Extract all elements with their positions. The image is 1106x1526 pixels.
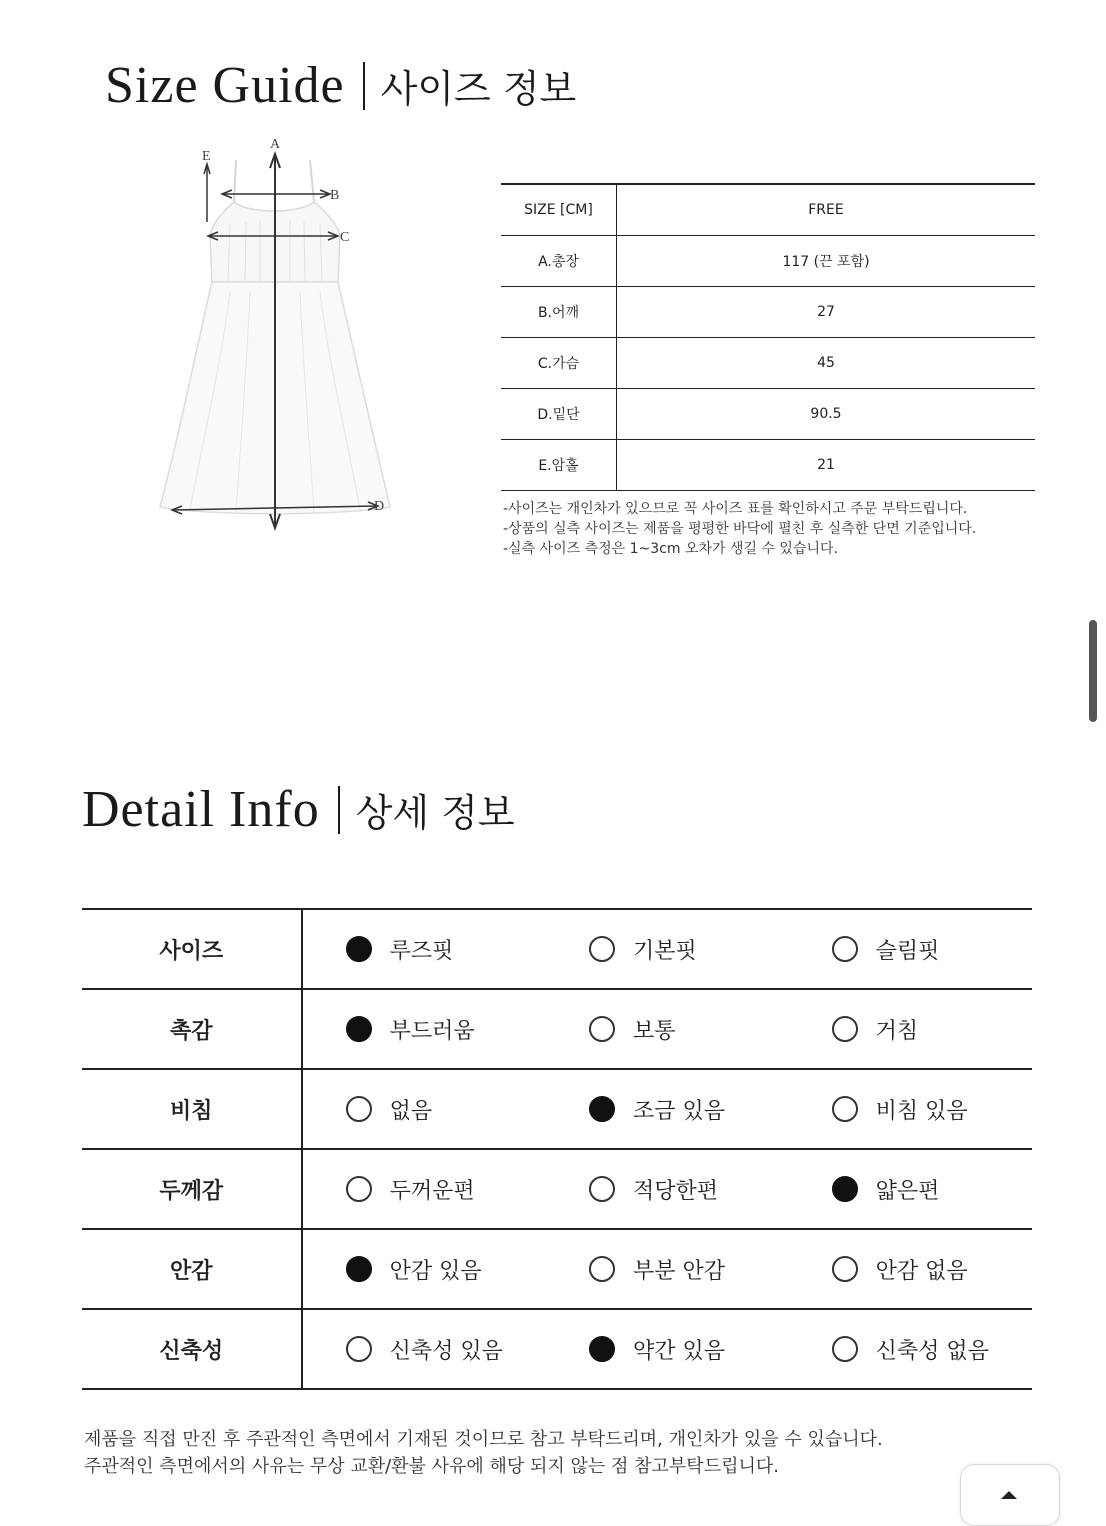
detail-option [789,1174,1032,1205]
measure-line-e [204,164,210,222]
size-notes [503,499,976,559]
detail-note: 제품을 직접 만진 후 주관적인 측면에서 기재된 것이므로 참고 부탁드리며, 개인차가 있을 수 있습니다. [84,1429,883,1450]
detail-option [546,1094,789,1125]
detail-option [546,1254,789,1285]
size-note: -상품의 실측 사이즈는 제품을 평평한 바닥에 펼친 후 실측한 단면 기준입니다. [503,521,977,537]
size-guide-heading [105,56,576,115]
size-row-label: A.총장 [501,235,617,286]
radio-dot-icon [346,1256,372,1282]
size-row-label: C.가슴 [501,337,617,388]
size-table-header-row [501,184,1035,235]
detail-option-label: 두꺼운편 [389,1178,475,1204]
detail-row [82,909,1032,989]
radio-dot-icon [589,1176,615,1202]
detail-option-label: 보통 [632,1018,676,1044]
detail-option [789,1334,1032,1365]
radio-dot-icon [346,1016,372,1042]
size-table-row [501,388,1035,439]
detail-table-body [82,909,1032,1389]
detail-option-label: 적당한편 [632,1178,718,1204]
detail-category: 비침 [82,1069,302,1149]
detail-option [303,1254,546,1285]
measure-label-a: A [270,137,281,152]
detail-option-label: 신축성 없음 [875,1338,989,1364]
size-header-label: SIZE [CM] [501,184,617,235]
radio-dot-icon [832,1096,858,1122]
detail-category: 촉감 [82,989,302,1069]
detail-row [82,989,1032,1069]
size-row-value: 90.5 [617,388,1036,439]
size-table-row [501,235,1035,286]
detail-option-label: 얇은편 [875,1178,940,1204]
detail-notes [84,1426,883,1480]
detail-option [789,1094,1032,1125]
size-row-value: 117 (끈 포함) [617,235,1036,286]
radio-dot-icon [832,1256,858,1282]
detail-option [789,1254,1032,1285]
size-table-row [501,286,1035,337]
measure-label-b: B [330,188,340,203]
detail-option [303,934,546,965]
dress-measurement-diagram [150,132,400,537]
radio-dot-icon [832,936,858,962]
heading-divider [338,786,340,834]
size-table [501,183,1035,491]
size-header-value: FREE [617,184,1036,235]
detail-row [82,1069,1032,1149]
size-row-value: 21 [617,439,1036,490]
detail-option [546,1174,789,1205]
radio-dot-icon [589,1016,615,1042]
scroll-to-top-button[interactable] [960,1464,1060,1526]
detail-info-heading [82,780,515,839]
detail-option-label: 기본핏 [632,938,697,964]
dress-strap-right [310,160,314,202]
detail-info-title-ko: 상세 정보 [355,791,515,835]
detail-option [546,1334,789,1365]
size-row-label: E.암홀 [501,439,617,490]
detail-option-label: 안감 없음 [875,1258,968,1284]
detail-option-label: 없음 [389,1098,433,1124]
radio-dot-icon [589,936,615,962]
detail-row [82,1149,1032,1229]
detail-row [82,1229,1032,1309]
detail-option [789,934,1032,965]
radio-dot-icon [589,1336,615,1362]
detail-option-label: 루즈핏 [389,938,454,964]
measure-label-c: C [340,230,350,245]
radio-dot-icon [589,1096,615,1122]
detail-option-label: 약간 있음 [632,1338,725,1364]
detail-category: 사이즈 [82,909,302,989]
radio-dot-icon [832,1016,858,1042]
detail-category: 안감 [82,1229,302,1309]
detail-option-label: 부분 안감 [632,1258,725,1284]
size-guide-title-en: Size Guide [105,57,345,114]
measure-label-d: D [374,499,385,514]
radio-dot-icon [589,1256,615,1282]
detail-row [82,1309,1032,1389]
detail-option-label: 부드러움 [389,1018,475,1044]
radio-dot-icon [346,936,372,962]
size-table-row [501,337,1035,388]
detail-option-label: 슬림핏 [875,938,940,964]
radio-dot-icon [832,1336,858,1362]
detail-option [303,1174,546,1205]
size-row-value: 45 [617,337,1036,388]
size-guide-title-ko: 사이즈 정보 [380,67,577,111]
detail-option [303,1334,546,1365]
detail-option [546,934,789,965]
size-table-row [501,439,1035,490]
detail-option-label: 조금 있음 [632,1098,725,1124]
detail-option-label: 비침 있음 [875,1098,968,1124]
detail-note: 주관적인 측면에서의 사유는 무상 교환/환불 사유에 해당 되지 않는 점 참고부탁드립니다. [84,1456,779,1477]
scrollbar-thumb[interactable] [1089,620,1097,722]
radio-dot-icon [832,1176,858,1202]
detail-option-label: 거침 [875,1018,919,1044]
detail-option [303,1094,546,1125]
size-row-label: B.어깨 [501,286,617,337]
detail-option-label: 신축성 있음 [389,1338,503,1364]
detail-table [82,908,1032,1390]
detail-category: 신축성 [82,1309,302,1389]
radio-dot-icon [346,1176,372,1202]
detail-category: 두께감 [82,1149,302,1229]
size-row-value: 27 [617,286,1036,337]
detail-option-label: 안감 있음 [389,1258,482,1284]
detail-option [303,1014,546,1045]
caret-up-icon [1001,1491,1017,1499]
dress-strap-left [234,160,236,202]
detail-info-title-en: Detail Info [82,781,320,838]
detail-option [546,1014,789,1045]
radio-dot-icon [346,1336,372,1362]
size-note: -실측 사이즈 측정은 1~3cm 오차가 생길 수 있습니다. [503,541,838,557]
detail-option [789,1014,1032,1045]
measure-label-e: E [202,149,211,164]
size-row-label: D.밑단 [501,388,617,439]
heading-divider [363,62,365,110]
size-note: -사이즈는 개인차가 있으므로 꼭 사이즈 표를 확인하시고 주문 부탁드립니다. [503,501,968,517]
radio-dot-icon [346,1096,372,1122]
